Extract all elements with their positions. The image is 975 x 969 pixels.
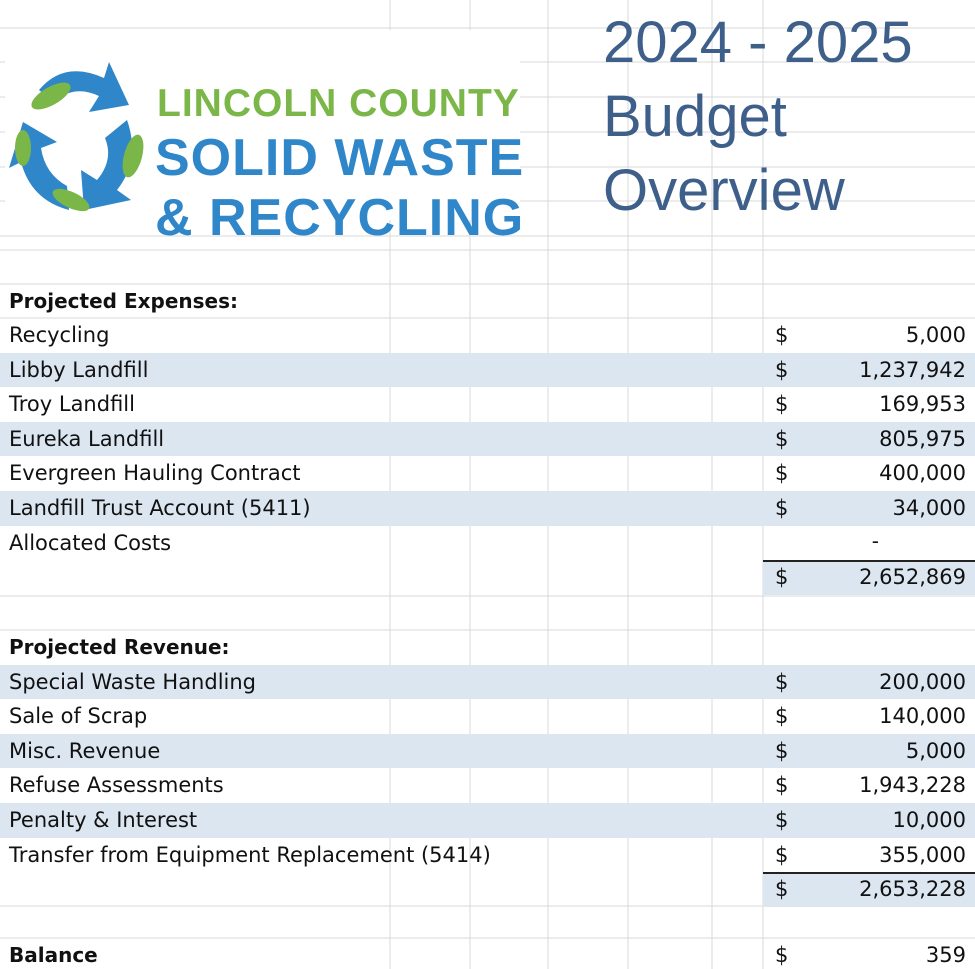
expense-label: Recycling xyxy=(9,323,110,347)
expense-amount: 169,953 xyxy=(879,392,966,417)
expense-label: Landfill Trust Account (5411) xyxy=(9,496,311,520)
revenue-label: Misc. Revenue xyxy=(9,738,161,763)
currency-symbol: $ xyxy=(775,496,789,520)
currency-symbol: $ xyxy=(775,357,789,382)
revenue-amount: 10,000 xyxy=(892,808,966,832)
currency-symbol: $ xyxy=(775,461,789,486)
expense-label: Libby Landfill xyxy=(9,357,149,382)
revenue-row[interactable] xyxy=(0,734,975,769)
revenue-amount: 5,000 xyxy=(905,738,966,763)
revenue-row[interactable] xyxy=(0,699,975,734)
expense-amount: - xyxy=(871,528,879,553)
expense-row[interactable] xyxy=(0,318,975,353)
currency-symbol: $ xyxy=(775,704,789,729)
expense-amount: 1,237,942 xyxy=(859,357,966,382)
balance-label: Balance xyxy=(9,943,98,967)
balance-amount: 359 xyxy=(925,943,966,967)
revenue-row[interactable] xyxy=(0,803,975,838)
expense-row[interactable] xyxy=(0,353,975,388)
revenue-heading-row xyxy=(0,630,975,665)
expense-label: Eureka Landfill xyxy=(9,426,165,451)
revenue-heading: Projected Revenue: xyxy=(9,635,230,659)
currency-symbol: $ xyxy=(775,842,789,867)
revenue-amount: 355,000 xyxy=(879,842,966,867)
currency-symbol: $ xyxy=(775,773,789,798)
currency-symbol: $ xyxy=(775,738,789,763)
currency-symbol: $ xyxy=(775,669,789,694)
currency-symbol: $ xyxy=(775,808,789,832)
expense-row[interactable] xyxy=(0,422,975,457)
balance-row[interactable] xyxy=(0,938,975,969)
title-budget: Budget xyxy=(603,84,787,149)
title-year: 2024 - 2025 xyxy=(603,10,913,75)
expense-amount: 400,000 xyxy=(879,461,966,486)
logo-text-line2: SOLID WASTE xyxy=(155,129,525,187)
expense-label: Evergreen Hauling Contract xyxy=(9,461,301,486)
expense-amount: 5,000 xyxy=(905,323,966,347)
expense-row[interactable] xyxy=(0,387,975,422)
expense-amount: 805,975 xyxy=(879,426,966,451)
currency-symbol: $ xyxy=(775,943,789,967)
revenue-label: Penalty & Interest xyxy=(9,808,198,832)
recycle-arrows-leaves-icon xyxy=(9,50,145,220)
revenue-row[interactable] xyxy=(0,838,975,873)
revenue-row[interactable] xyxy=(0,665,975,700)
revenue-total-row[interactable] xyxy=(0,872,975,907)
expense-row[interactable] xyxy=(0,491,975,526)
revenue-label: Special Waste Handling xyxy=(9,669,257,694)
revenue-label: Refuse Assessments xyxy=(9,773,224,798)
currency-symbol: $ xyxy=(775,392,789,417)
revenue-row[interactable] xyxy=(0,768,975,803)
currency-symbol: $ xyxy=(775,323,789,347)
currency-symbol: $ xyxy=(775,565,789,590)
revenue-label: Sale of Scrap xyxy=(9,704,148,729)
expense-amount: 34,000 xyxy=(892,496,966,520)
logo-text-line3: & RECYCLING xyxy=(155,189,525,247)
title-overview: Overview xyxy=(603,158,845,223)
logo-text-line1: LINCOLN COUNTY xyxy=(157,82,520,125)
expenses-total: 2,652,869 xyxy=(859,565,966,590)
revenue-label: Transfer from Equipment Replacement (5414) xyxy=(9,842,491,867)
expenses-heading-row xyxy=(0,284,975,319)
expense-label: Allocated Costs xyxy=(9,530,172,555)
expense-label: Troy Landfill xyxy=(9,392,135,417)
expenses-heading: Projected Expenses: xyxy=(9,289,238,313)
expense-row[interactable] xyxy=(0,456,975,491)
revenue-amount: 200,000 xyxy=(879,669,966,694)
county-logo xyxy=(5,30,525,247)
currency-symbol: $ xyxy=(775,877,789,902)
currency-symbol: $ xyxy=(775,426,789,451)
expense-row[interactable] xyxy=(0,526,975,561)
header xyxy=(0,0,975,248)
expenses-total-row[interactable] xyxy=(0,560,975,595)
revenue-total: 2,653,228 xyxy=(859,877,966,902)
revenue-amount: 1,943,228 xyxy=(859,773,966,798)
revenue-amount: 140,000 xyxy=(879,704,966,729)
